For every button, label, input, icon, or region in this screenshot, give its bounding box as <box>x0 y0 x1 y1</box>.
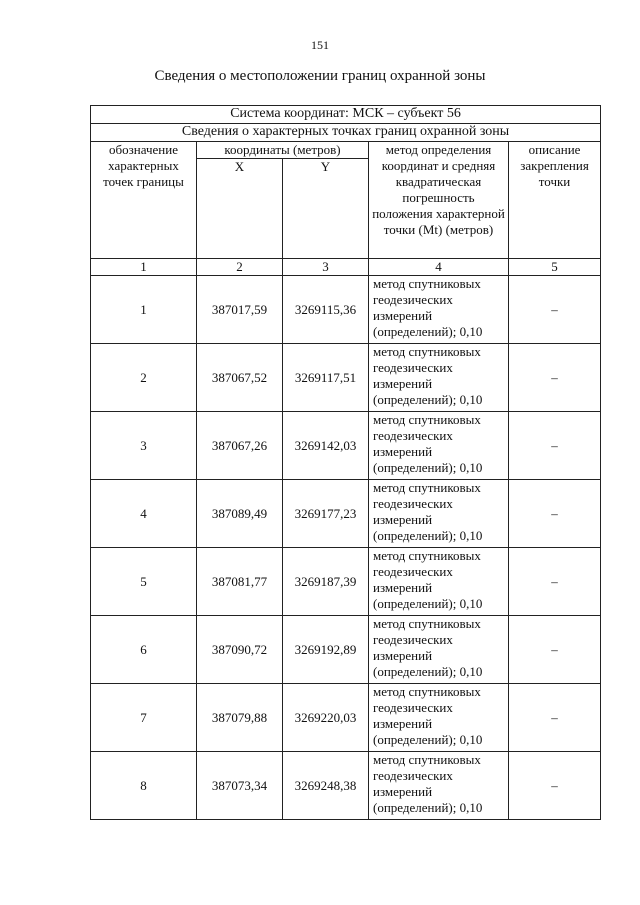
header-method: метод определения координат и средняя квадратическая погрешность положения характерной точки (Mt) (метров) <box>369 142 509 259</box>
x-coordinate-cell: 387079,88 <box>197 684 283 752</box>
table-row <box>91 276 601 344</box>
method-cell: метод спутниковых геодезических измерений (определений); 0,10 <box>369 480 509 548</box>
point-id-cell: 6 <box>91 616 197 684</box>
section-title-cell: Сведения о характерных точках границ охранной зоны <box>91 124 601 142</box>
boundary-points-table <box>90 105 601 820</box>
table-row <box>91 752 601 820</box>
column-number: 1 <box>91 259 197 276</box>
method-cell: метод спутниковых геодезических измерений (определений); 0,10 <box>369 276 509 344</box>
coordinate-system-cell: Система координат: МСК – субъект 56 <box>91 106 601 124</box>
header-description: описание закрепления точки <box>509 142 601 259</box>
document-title: Сведения о местоположении границ охранной зоны <box>154 68 486 84</box>
y-coordinate-cell: 3269142,03 <box>283 412 369 480</box>
table-row <box>91 616 601 684</box>
description-cell: – <box>509 276 601 344</box>
y-coordinate-cell: 3269177,23 <box>283 480 369 548</box>
x-coordinate-cell: 387090,72 <box>197 616 283 684</box>
coordinate-system-row <box>91 106 601 124</box>
header-row <box>91 142 601 159</box>
y-coordinate-cell: 3269220,03 <box>283 684 369 752</box>
y-coordinate-cell: 3269187,39 <box>283 548 369 616</box>
header-point-designation: обозначение характерных точек границы <box>91 142 197 259</box>
description-cell: – <box>509 412 601 480</box>
table-row <box>91 480 601 548</box>
header-x: X <box>197 159 283 259</box>
x-coordinate-cell: 387067,26 <box>197 412 283 480</box>
y-coordinate-cell: 3269117,51 <box>283 344 369 412</box>
point-id-cell: 4 <box>91 480 197 548</box>
table-row <box>91 344 601 412</box>
table-row <box>91 684 601 752</box>
column-number: 3 <box>283 259 369 276</box>
method-cell: метод спутниковых геодезических измерений (определений); 0,10 <box>369 684 509 752</box>
point-id-cell: 1 <box>91 276 197 344</box>
description-cell: – <box>509 616 601 684</box>
description-cell: – <box>509 684 601 752</box>
point-id-cell: 3 <box>91 412 197 480</box>
description-cell: – <box>509 344 601 412</box>
method-cell: метод спутниковых геодезических измерений (определений); 0,10 <box>369 548 509 616</box>
method-cell: метод спутниковых геодезических измерений (определений); 0,10 <box>369 344 509 412</box>
column-number: 2 <box>197 259 283 276</box>
method-cell: метод спутниковых геодезических измерений (определений); 0,10 <box>369 752 509 820</box>
description-cell: – <box>509 480 601 548</box>
x-coordinate-cell: 387089,49 <box>197 480 283 548</box>
x-coordinate-cell: 387067,52 <box>197 344 283 412</box>
y-coordinate-cell: 3269115,36 <box>283 276 369 344</box>
header-y: Y <box>283 159 369 259</box>
description-cell: – <box>509 752 601 820</box>
method-cell: метод спутниковых геодезических измерений (определений); 0,10 <box>369 616 509 684</box>
x-coordinate-cell: 387017,59 <box>197 276 283 344</box>
x-coordinate-cell: 387073,34 <box>197 752 283 820</box>
column-number: 4 <box>369 259 509 276</box>
header-coordinates: координаты (метров) <box>197 142 369 159</box>
point-id-cell: 5 <box>91 548 197 616</box>
column-number-row <box>91 259 601 276</box>
column-number: 5 <box>509 259 601 276</box>
table-row <box>91 548 601 616</box>
description-cell: – <box>509 548 601 616</box>
point-id-cell: 7 <box>91 684 197 752</box>
page-number: 151 <box>311 38 329 52</box>
point-id-cell: 8 <box>91 752 197 820</box>
point-id-cell: 2 <box>91 344 197 412</box>
x-coordinate-cell: 387081,77 <box>197 548 283 616</box>
method-cell: метод спутниковых геодезических измерений (определений); 0,10 <box>369 412 509 480</box>
y-coordinate-cell: 3269248,38 <box>283 752 369 820</box>
section-title-row <box>91 124 601 142</box>
y-coordinate-cell: 3269192,89 <box>283 616 369 684</box>
table-row <box>91 412 601 480</box>
